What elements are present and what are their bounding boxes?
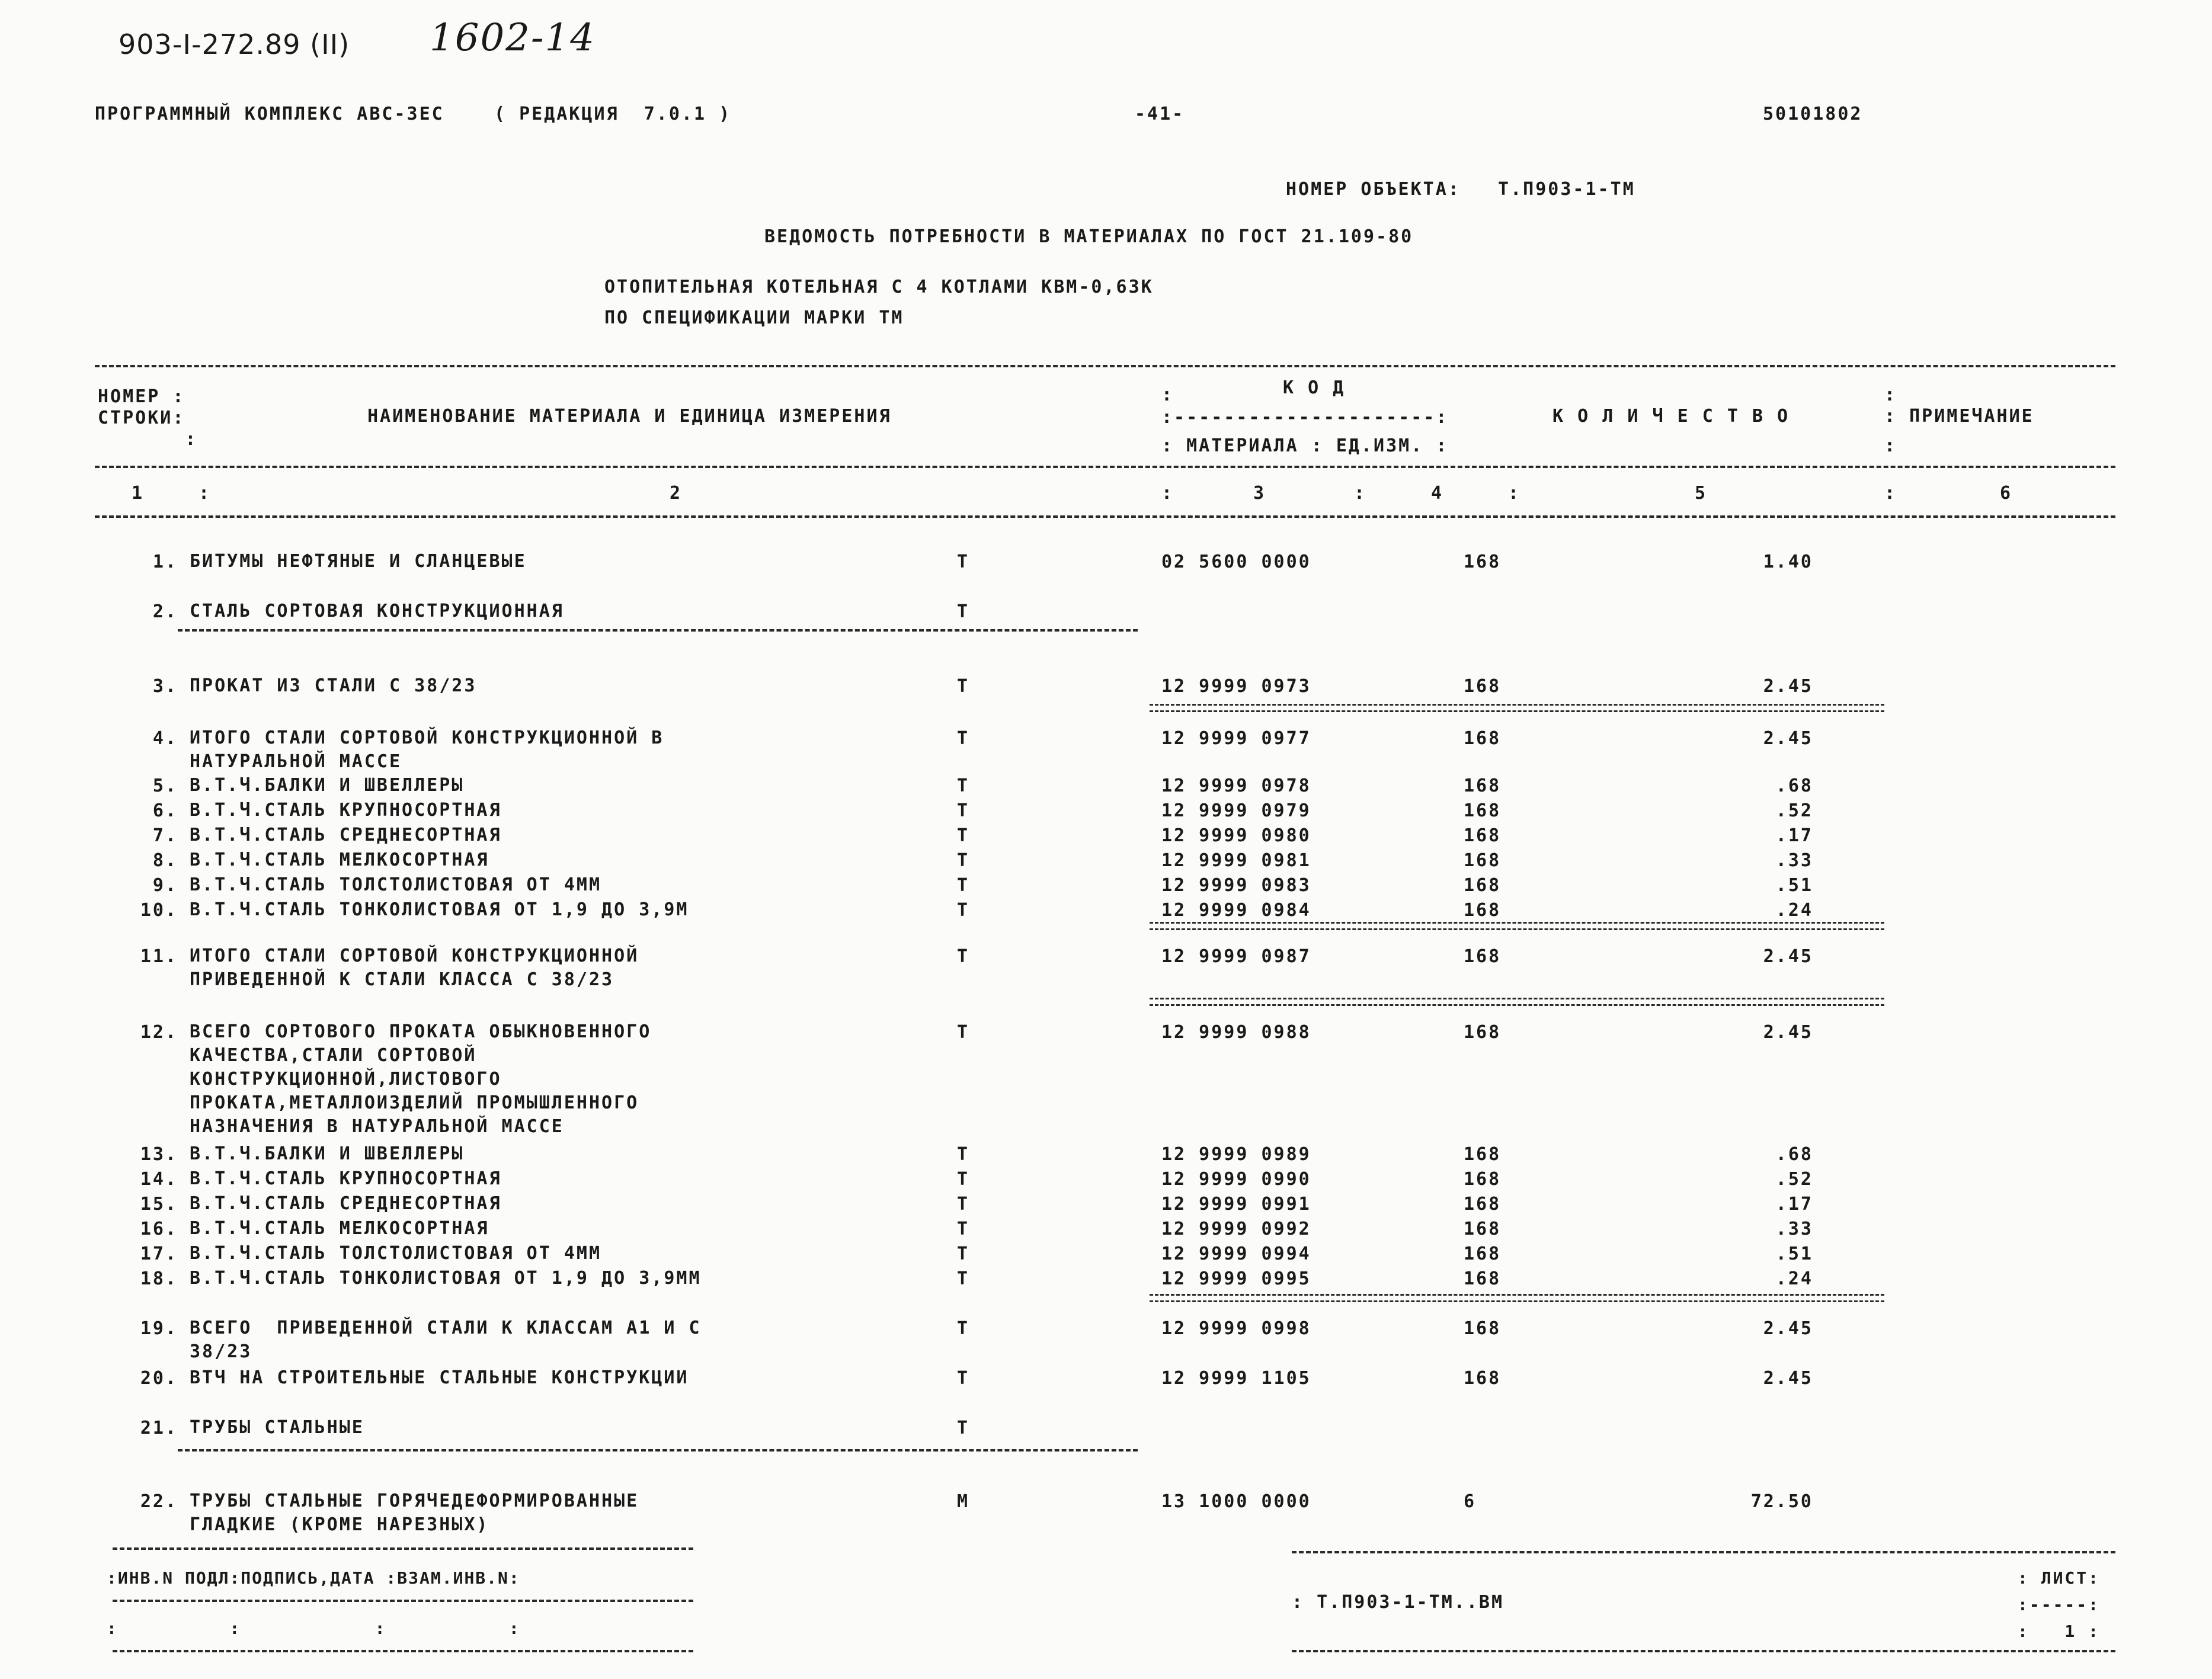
row-number: 2. bbox=[152, 601, 178, 622]
row-number: 10. bbox=[140, 900, 178, 921]
row-quantity: .33 bbox=[1775, 1219, 1813, 1239]
row-material-code: 12 9999 0981 bbox=[1161, 850, 1311, 871]
row-name-line: ТРУБЫ СТАЛЬНЫЕ bbox=[190, 1417, 364, 1438]
row-unit-code: 168 bbox=[1464, 800, 1502, 821]
row-material-name bbox=[190, 848, 489, 872]
row-unit-code: 168 bbox=[1464, 776, 1502, 796]
row-material-name bbox=[190, 1167, 502, 1191]
row-quantity: 72.50 bbox=[1750, 1491, 1813, 1512]
row-number: 17. bbox=[140, 1244, 178, 1264]
row-unit: Т bbox=[957, 825, 970, 846]
row-material-code: 12 9999 0994 bbox=[1161, 1244, 1311, 1264]
row-name-line: В.Т.Ч.СТАЛЬ ТОНКОЛИСТОВАЯ ОТ 1,9 ДО 3,9М bbox=[190, 899, 689, 920]
row-material-code: 12 9999 0990 bbox=[1161, 1169, 1311, 1190]
row-material-name bbox=[190, 873, 601, 897]
row-material-name bbox=[190, 1192, 502, 1216]
row-name-line: В.Т.Ч.БАЛКИ И ШВЕЛЛЕРЫ bbox=[190, 775, 465, 796]
doc-code: 50101802 bbox=[1763, 104, 1863, 124]
row-material-name bbox=[190, 944, 639, 992]
row-name-line: БИТУМЫ НЕФТЯНЫЕ И СЛАНЦЕВЫЕ bbox=[190, 551, 527, 572]
row-unit: Т bbox=[957, 552, 970, 572]
row-material-name bbox=[190, 674, 476, 698]
row-name-line: В.Т.Ч.СТАЛЬ ТОЛСТОЛИСТОВАЯ ОТ 4ММ bbox=[190, 1243, 602, 1264]
footer-sheet-label: : ЛИСТ: bbox=[2018, 1568, 2101, 1588]
row-unit: Т bbox=[957, 850, 970, 871]
row-quantity: .68 bbox=[1775, 1144, 1813, 1165]
footer-left-top-rule bbox=[113, 1547, 693, 1550]
header-material-name: НАИМЕНОВАНИЕ МАТЕРИАЛА И ЕДИНИЦА ИЗМЕРЕНИЯ bbox=[367, 406, 892, 427]
header-sep-b: :---------------------: bbox=[1161, 407, 1449, 428]
row-number: 15. bbox=[140, 1194, 178, 1215]
row-name-line: СТАЛЬ СОРТОВАЯ КОНСТРУКЦИОННАЯ bbox=[190, 601, 564, 621]
header-note: : ПРИМЕЧАНИЕ bbox=[1884, 406, 2034, 427]
row-number: 21. bbox=[140, 1418, 178, 1438]
row-unit: Т bbox=[957, 800, 970, 821]
footer-left-bottom-rule bbox=[113, 1650, 693, 1652]
row-name-line: НАТУРАЛЬНОЙ МАССЕ bbox=[190, 751, 402, 772]
row-name-line: В.Т.Ч.СТАЛЬ МЕЛКОСОРТНАЯ bbox=[190, 850, 489, 870]
row-name-line: 38/23 bbox=[190, 1341, 252, 1362]
colnum-sep-1: : bbox=[199, 483, 212, 504]
row-number: 11. bbox=[140, 946, 178, 967]
row-unit: Т bbox=[957, 1318, 970, 1339]
row-unit: М bbox=[957, 1491, 970, 1512]
row-unit: Т bbox=[957, 1418, 970, 1438]
row-name-line: В.Т.Ч.БАЛКИ И ШВЕЛЛЕРЫ bbox=[190, 1143, 465, 1164]
row-unit-code: 168 bbox=[1464, 825, 1502, 846]
row-material-code: 13 1000 0000 bbox=[1161, 1491, 1311, 1512]
row-quantity: .68 bbox=[1775, 776, 1813, 796]
row-number: 8. bbox=[152, 850, 178, 871]
row-material-code: 12 9999 0987 bbox=[1161, 946, 1311, 967]
row-number: 4. bbox=[152, 728, 178, 749]
colnum-sep-2: : bbox=[1161, 483, 1174, 504]
program-name: ПРОГРАММНЫЙ КОМПЛЕКС АВС-3ЕС ( РЕДАКЦИЯ 7.0.1 ) bbox=[95, 104, 732, 124]
row-number: 14. bbox=[140, 1169, 178, 1190]
group-rule-1 bbox=[178, 629, 1138, 632]
row-unit: Т bbox=[957, 1368, 970, 1389]
row-name-line: НАЗНАЧЕНИЯ В НАТУРАЛЬНОЙ МАССЕ bbox=[190, 1116, 564, 1137]
row-material-code: 12 9999 1105 bbox=[1161, 1368, 1311, 1389]
row-unit-code: 168 bbox=[1464, 1244, 1502, 1264]
colnum-5: 5 bbox=[1695, 483, 1708, 504]
row-material-code: 12 9999 0991 bbox=[1161, 1194, 1311, 1215]
row-material-code: 12 9999 0977 bbox=[1161, 728, 1311, 749]
row-unit-code: 168 bbox=[1464, 1144, 1502, 1165]
row-number: 9. bbox=[152, 875, 178, 896]
row-unit-code: 168 bbox=[1464, 1219, 1502, 1239]
row-unit-code: 168 bbox=[1464, 676, 1502, 697]
row-quantity: .52 bbox=[1775, 800, 1813, 821]
row-unit: Т bbox=[957, 1169, 970, 1190]
row-material-name bbox=[190, 600, 564, 623]
row-unit: Т bbox=[957, 946, 970, 967]
header-sep-c: : bbox=[1884, 384, 1897, 405]
row-unit-code: 168 bbox=[1464, 1022, 1502, 1043]
row-unit-code: 168 bbox=[1464, 1268, 1502, 1289]
row-unit-code: 168 bbox=[1464, 1194, 1502, 1215]
row-name-line: ИТОГО СТАЛИ СОРТОВОЙ КОНСТРУКЦИОННОЙ В bbox=[190, 728, 664, 748]
footer-sheet-number: : 1 : bbox=[2018, 1622, 2101, 1641]
row-quantity: .51 bbox=[1775, 875, 1813, 896]
row-name-line: В.Т.Ч.СТАЛЬ ТОЛСТОЛИСТОВАЯ ОТ 4ММ bbox=[190, 874, 602, 895]
row-number: 12. bbox=[140, 1022, 178, 1043]
row-material-code: 12 9999 0979 bbox=[1161, 800, 1311, 821]
row-unit-code: 168 bbox=[1464, 900, 1502, 921]
row-unit: Т bbox=[957, 728, 970, 749]
colnum-sep-3: : bbox=[1354, 483, 1367, 504]
row-material-code: 12 9999 0989 bbox=[1161, 1144, 1311, 1165]
colnum-3: 3 bbox=[1253, 483, 1266, 504]
row-material-code: 12 9999 0973 bbox=[1161, 676, 1311, 697]
row-name-line: ГЛАДКИЕ (КРОМЕ НАРЕЗНЫХ) bbox=[190, 1514, 489, 1535]
row-unit-code: 168 bbox=[1464, 850, 1502, 871]
row-material-code: 12 9999 0984 bbox=[1161, 900, 1311, 921]
row-number: 7. bbox=[152, 825, 178, 846]
header-bottom-rule bbox=[95, 515, 2115, 518]
row-unit: Т bbox=[957, 601, 970, 622]
header-sep-d: : bbox=[1884, 435, 1897, 456]
header-mid-rule bbox=[95, 466, 2115, 468]
header-row-number: НОМЕР : СТРОКИ: : bbox=[98, 386, 198, 450]
row-name-line: В.Т.Ч.СТАЛЬ КРУПНОСОРТНАЯ bbox=[190, 1168, 502, 1189]
row-number: 13. bbox=[140, 1144, 178, 1165]
row-name-line: В.Т.Ч.СТАЛЬ СРЕДНЕСОРТНАЯ bbox=[190, 1193, 502, 1214]
row-number: 6. bbox=[152, 800, 178, 821]
row-unit-code: 6 bbox=[1464, 1491, 1477, 1512]
row-unit: Т bbox=[957, 1268, 970, 1289]
row-name-line: ПРОКАТА,МЕТАЛЛОИЗДЕЛИЙ ПРОМЫШЛЕННОГО bbox=[190, 1092, 639, 1113]
row-material-name bbox=[190, 1142, 464, 1166]
row-quantity: .51 bbox=[1775, 1244, 1813, 1264]
row-number: 3. bbox=[152, 676, 178, 697]
row-quantity: 2.45 bbox=[1763, 1368, 1813, 1389]
total-rule-2 bbox=[1150, 922, 1884, 930]
header-code-subcols: : МАТЕРИАЛА : ЕД.ИЗМ. : bbox=[1161, 435, 1449, 456]
row-number: 18. bbox=[140, 1268, 178, 1289]
row-number: 16. bbox=[140, 1219, 178, 1239]
page-number: -41- bbox=[1135, 104, 1185, 124]
row-number: 19. bbox=[140, 1318, 178, 1339]
page-title: ВЕДОМОСТЬ ПОТРЕБНОСТИ В МАТЕРИАЛАХ ПО ГОСТ 21.109-80 bbox=[764, 226, 1414, 247]
row-number: 22. bbox=[140, 1491, 178, 1512]
row-material-code: 12 9999 0978 bbox=[1161, 776, 1311, 796]
row-quantity: .17 bbox=[1775, 1194, 1813, 1215]
row-name-line: В.Т.Ч.СТАЛЬ КРУПНОСОРТНАЯ bbox=[190, 800, 502, 821]
row-quantity: .33 bbox=[1775, 850, 1813, 871]
row-name-line: В.Т.Ч.СТАЛЬ СРЕДНЕСОРТНАЯ bbox=[190, 825, 502, 845]
row-unit: Т bbox=[957, 776, 970, 796]
row-quantity: .24 bbox=[1775, 1268, 1813, 1289]
colnum-sep-5: : bbox=[1884, 483, 1897, 504]
row-name-line: В.Т.Ч.СТАЛЬ МЕЛКОСОРТНАЯ bbox=[190, 1218, 489, 1239]
row-unit-code: 168 bbox=[1464, 946, 1502, 967]
footer-sheet-sep: :-----: bbox=[2018, 1595, 2101, 1614]
footer-right-bottom-rule bbox=[1292, 1650, 2115, 1652]
table-top-rule bbox=[95, 365, 2115, 367]
row-quantity: .52 bbox=[1775, 1169, 1813, 1190]
row-material-name bbox=[190, 1020, 651, 1139]
row-material-code: 02 5600 0000 bbox=[1161, 552, 1311, 572]
row-name-line: ИТОГО СТАЛИ СОРТОВОЙ КОНСТРУКЦИОННОЙ bbox=[190, 946, 639, 966]
row-quantity: .17 bbox=[1775, 825, 1813, 846]
header-quantity: К О Л И Ч Е С Т В О bbox=[1552, 406, 1790, 427]
row-name-line: ВТЧ НА СТРОИТЕЛЬНЫЕ СТАЛЬНЫЕ КОНСТРУКЦИИ bbox=[190, 1367, 689, 1388]
row-material-name bbox=[190, 1316, 702, 1364]
row-material-code: 12 9999 0998 bbox=[1161, 1318, 1311, 1339]
row-name-line: В.Т.Ч.СТАЛЬ ТОНКОЛИСТОВАЯ ОТ 1,9 ДО 3,9ММ bbox=[190, 1268, 702, 1289]
row-name-line: ТРУБЫ СТАЛЬНЫЕ ГОРЯЧЕДЕФОРМИРОВАННЫЕ bbox=[190, 1491, 639, 1511]
row-quantity: 2.45 bbox=[1763, 1318, 1813, 1339]
subtitle-1: ОТОПИТЕЛЬНАЯ КОТЕЛЬНАЯ С 4 КОТЛАМИ КВМ-0,63К bbox=[604, 277, 1154, 297]
row-name-line: КОНСТРУКЦИОННОЙ,ЛИСТОВОГО bbox=[190, 1069, 502, 1090]
row-unit-code: 168 bbox=[1464, 1368, 1502, 1389]
row-number: 20. bbox=[140, 1368, 178, 1389]
header-sep-a: : bbox=[1161, 384, 1174, 405]
row-material-code: 12 9999 0988 bbox=[1161, 1022, 1311, 1043]
footer-right-top-rule bbox=[1292, 1551, 2115, 1553]
row-unit: Т bbox=[957, 875, 970, 896]
colnum-sep-4: : bbox=[1508, 483, 1521, 504]
row-quantity: 2.45 bbox=[1763, 1022, 1813, 1043]
group-rule-2 bbox=[178, 1449, 1138, 1451]
row-material-code: 12 9999 0992 bbox=[1161, 1219, 1311, 1239]
row-name-line: ПРОКАТ ИЗ СТАЛИ С 38/23 bbox=[190, 675, 477, 696]
row-material-name bbox=[190, 774, 464, 797]
row-quantity: 2.45 bbox=[1763, 946, 1813, 967]
footer-left-cells: : : : : bbox=[107, 1619, 520, 1638]
colnum-1: 1 bbox=[132, 483, 145, 504]
row-material-name bbox=[190, 1242, 601, 1265]
row-unit: Т bbox=[957, 900, 970, 921]
row-quantity: .24 bbox=[1775, 900, 1813, 921]
colnum-6: 6 bbox=[2000, 483, 2013, 504]
row-unit: Т bbox=[957, 676, 970, 697]
row-material-name bbox=[190, 1267, 702, 1290]
colnum-4: 4 bbox=[1431, 483, 1444, 504]
row-unit: Т bbox=[957, 1244, 970, 1264]
footer-left-mid-rule bbox=[113, 1600, 693, 1602]
row-material-code: 12 9999 0983 bbox=[1161, 875, 1311, 896]
row-unit-code: 168 bbox=[1464, 728, 1502, 749]
row-quantity: 2.45 bbox=[1763, 676, 1813, 697]
row-number: 1. bbox=[152, 552, 178, 572]
row-quantity: 1.40 bbox=[1763, 552, 1813, 572]
handwritten-note: 1602-14 bbox=[430, 16, 596, 60]
row-unit-code: 168 bbox=[1464, 1318, 1502, 1339]
row-unit: Т bbox=[957, 1219, 970, 1239]
row-material-code: 12 9999 0980 bbox=[1161, 825, 1311, 846]
header-code: К О Д bbox=[1283, 377, 1346, 398]
row-unit: Т bbox=[957, 1144, 970, 1165]
row-unit-code: 168 bbox=[1464, 552, 1502, 572]
footer-left-header: :ИНВ.N ПОДЛ:ПОДПИСЬ,ДАТА :ВЗАМ.ИНВ.N: bbox=[107, 1568, 520, 1588]
footer-doc-ref: : Т.П903-1-ТМ..ВМ bbox=[1292, 1592, 1504, 1613]
row-quantity: 2.45 bbox=[1763, 728, 1813, 749]
row-material-name bbox=[190, 1217, 489, 1241]
row-material-name bbox=[190, 799, 502, 822]
total-rule-4 bbox=[1150, 1294, 1884, 1302]
total-rule-3 bbox=[1150, 998, 1884, 1006]
row-unit-code: 168 bbox=[1464, 1169, 1502, 1190]
stamp-number: 903-I-272.89 (II) bbox=[119, 28, 350, 60]
row-material-name bbox=[190, 898, 689, 922]
row-material-name bbox=[190, 726, 664, 774]
row-material-code: 12 9999 0995 bbox=[1161, 1268, 1311, 1289]
row-unit-code: 168 bbox=[1464, 875, 1502, 896]
row-unit: Т bbox=[957, 1022, 970, 1043]
row-material-name bbox=[190, 824, 502, 847]
row-number: 5. bbox=[152, 776, 178, 796]
row-unit: Т bbox=[957, 1194, 970, 1215]
row-material-name bbox=[190, 1489, 639, 1537]
row-material-name bbox=[190, 1366, 689, 1390]
colnum-2: 2 bbox=[670, 483, 683, 504]
row-name-line: КАЧЕСТВА,СТАЛИ СОРТОВОЙ bbox=[190, 1045, 477, 1066]
total-rule-1 bbox=[1150, 704, 1884, 712]
row-name-line: ВСЕГО ПРИВЕДЕННОЙ СТАЛИ К КЛАССАМ А1 И С bbox=[190, 1318, 702, 1338]
row-name-line: ВСЕГО СОРТОВОГО ПРОКАТА ОБЫКНОВЕННОГО bbox=[190, 1021, 652, 1042]
subtitle-2: ПО СПЕЦИФИКАЦИИ МАРКИ ТМ bbox=[604, 307, 904, 328]
row-material-name bbox=[190, 1416, 364, 1440]
row-material-name bbox=[190, 550, 527, 573]
object-number: НОМЕР ОБЪЕКТА: Т.П903-1-ТМ bbox=[1286, 179, 1635, 200]
row-name-line: ПРИВЕДЕННОЙ К СТАЛИ КЛАССА С 38/23 bbox=[190, 969, 614, 990]
